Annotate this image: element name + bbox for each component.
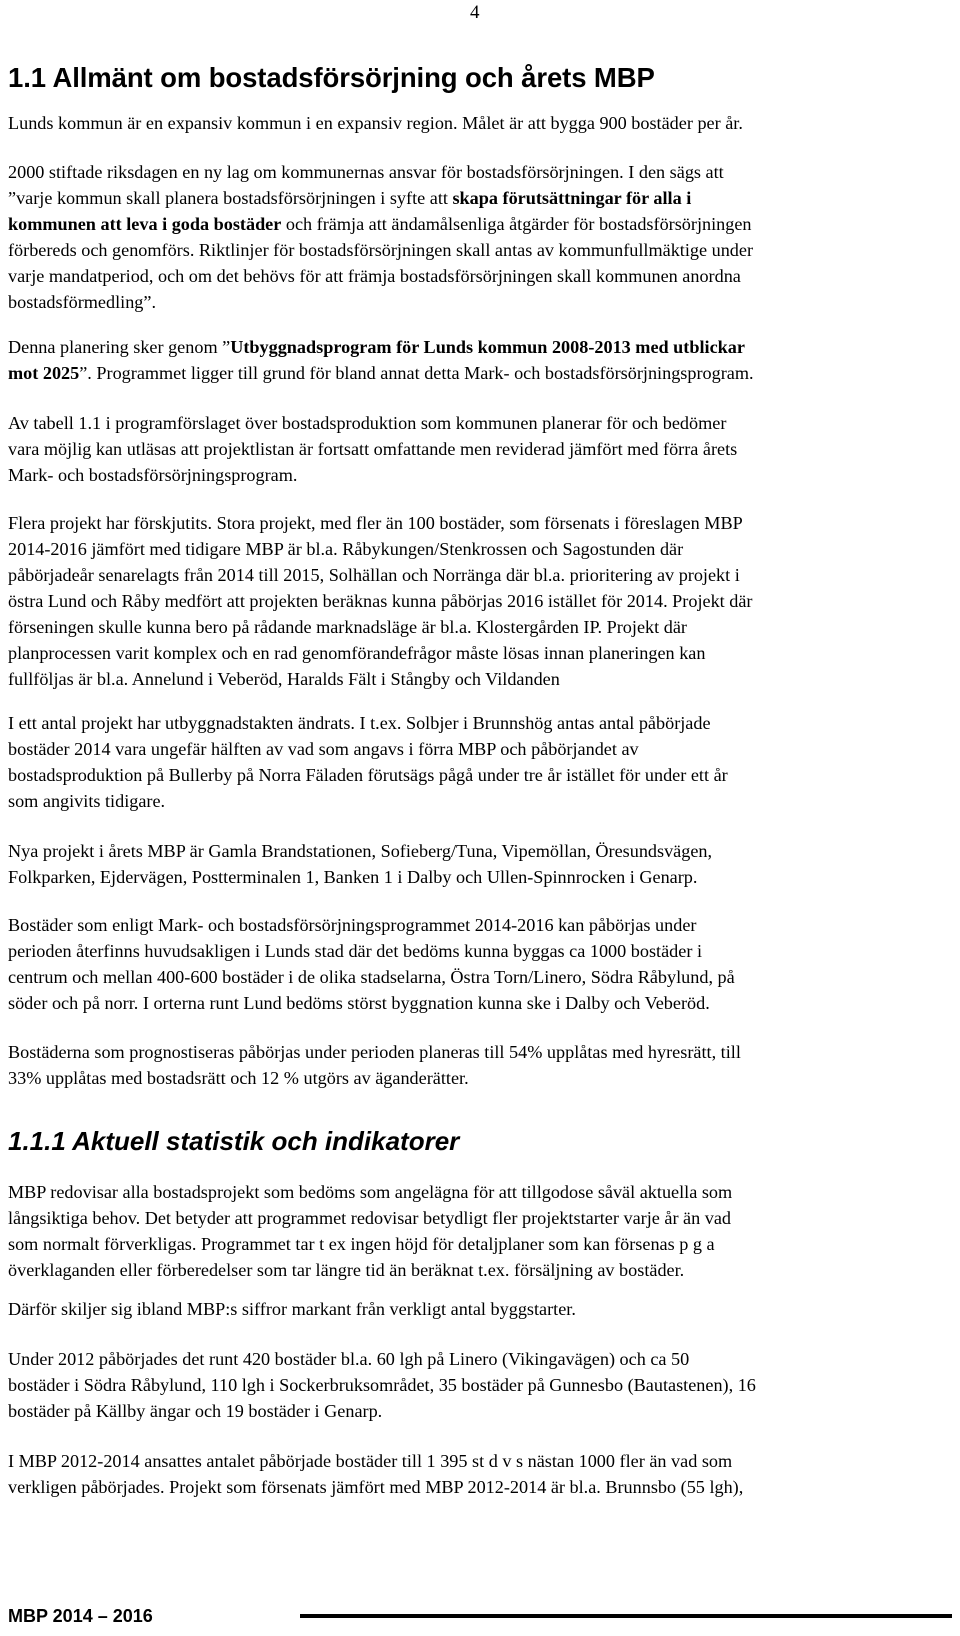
- paragraph-mbp-2012: [8, 1448, 952, 1500]
- emphasis-text: kommunen att leva i goda bostäder: [8, 214, 282, 234]
- text-line: centrum och mellan 400-600 bostäder i de olika stadselarna, Östra Torn/Linero, Södra Råbylund, på: [8, 967, 735, 987]
- emphasis-text: skapa förutsättningar för alla i: [452, 188, 692, 208]
- paragraph-new-projects: [8, 838, 952, 890]
- paragraph-planning: [8, 334, 952, 386]
- paragraph-law: [8, 159, 952, 315]
- text-line: 2000 stiftade riksdagen en ny lag om kommunernas ansvar för bostadsförsörjningen. I den sägs att: [8, 162, 724, 182]
- text-run: Denna planering sker genom ”: [8, 337, 231, 357]
- text-line: Nya projekt i årets MBP är Gamla Brandstationen, Sofieberg/Tuna, Vipemöllan, Öresundsvägen,: [8, 841, 713, 861]
- text-line: [8, 211, 952, 237]
- text-line: bostäder på Källby ängar och 19 bostäder i Genarp.: [8, 1401, 383, 1421]
- text-line: vara möjlig kan utläsas att projektlistan är fortsatt omfattande men reviderad jämfört med förra årets: [8, 439, 738, 459]
- text-line: söder och på norr. I orterna runt Lund bedöms störst byggnation kunna ske i Dalby och Veberöd.: [8, 993, 710, 1013]
- text-line: bostäder i Södra Råbylund, 110 lgh i Sockerbruksområdet, 35 bostäder på Gunnesbo (Bautastenen), 16: [8, 1375, 756, 1395]
- text-run: ”varje kommun skall planera bostadsförsörjningen i syfte att: [8, 188, 453, 208]
- text-line: bostadsproduktion på Bullerby på Norra Fäladen förutsägs pågå under tre år istället för under ett år: [8, 765, 728, 785]
- text-line: [8, 185, 952, 211]
- text-line: verkligen påbörjades. Projekt som försenats jämfört med MBP 2012-2014 är bl.a. Brunnsbo (55 lgh),: [8, 1477, 744, 1497]
- paragraph-mbp-overview: [8, 1179, 952, 1283]
- text-line: påbörjadeår senarelagts från 2014 till 2015, Solhällan och Norränga där bl.a. prioritering av projekt i: [8, 565, 740, 585]
- paragraph-table: [8, 410, 952, 488]
- text-line: östra Lund och Råby medfört att projekten beräknas kunna påbörjas 2016 istället för 2014. Projekt där: [8, 591, 753, 611]
- text-run: och främja att ändamålsenliga åtgärder för bostadsförsörjningen: [281, 214, 752, 234]
- paragraph-pace-changes: [8, 710, 952, 814]
- paragraph-tenure: [8, 1039, 952, 1091]
- paragraph-differences: [8, 1296, 952, 1322]
- text-line: förbereds och genomförs. Riktlinjer för bostadsförsörjningen skall antas av kommunfullmäktige under: [8, 240, 754, 260]
- text-line: Lunds kommun är en expansiv kommun i en expansiv region. Målet är att bygga 900 bostäder per år.: [8, 113, 743, 133]
- text-line: som normalt förverkligas. Programmet tar t ex ingen höjd för detaljplaner som kan försenas p g a: [8, 1234, 715, 1254]
- text-line: I MBP 2012-2014 ansattes antalet påbörjade bostäder till 1 395 st d v s nästan 1000 fler än vad som: [8, 1451, 733, 1471]
- text-line: Mark- och bostadsförsörjningsprogram.: [8, 465, 298, 485]
- text-line: som angivits tidigare.: [8, 791, 166, 811]
- text-line: MBP redovisar alla bostadsprojekt som bedöms som angelägna för att tillgodose såväl aktuella som: [8, 1182, 733, 1202]
- text-line: fullföljas är bl.a. Annelund i Veberöd, Haralds Fält i Stångby och Vildanden: [8, 669, 560, 689]
- text-line: perioden återfinns huvudsakligen i Lunds stad där det bedöms kunna byggas ca 1000 bostäder i: [8, 941, 702, 961]
- text-line: förseningen skulle kunna bero på rådande marknadsläge är bl.a. Klostergården IP. Projekt där: [8, 617, 687, 637]
- page-number: 4: [470, 2, 480, 23]
- text-line: Flera projekt har förskjutits. Stora projekt, med fler än 100 bostäder, som försenats i föreslagen MBP: [8, 513, 743, 533]
- text-line: Därför skiljer sig ibland MBP:s siffror markant från verkligt antal byggstarter.: [8, 1299, 576, 1319]
- text-line: [8, 360, 952, 386]
- paragraph-2012-starts: [8, 1346, 952, 1424]
- section-title: 1.1 Allmänt om bostadsförsörjning och årets MBP: [8, 62, 655, 93]
- text-line: Bostäder som enligt Mark- och bostadsförsörjningsprogrammet 2014-2016 kan påbörjas under: [8, 915, 697, 935]
- text-line: 2014-2016 jämfört med tidigare MBP är bl.a. Råbykungen/Stenkrossen och Sagostunden där: [8, 539, 684, 559]
- footer-rule: [300, 1614, 952, 1618]
- subsection-title: 1.1.1 Aktuell statistik och indikatorer: [8, 1126, 460, 1156]
- text-line: Av tabell 1.1 i programförslaget över bostadsproduktion som kommunen planerar för och bedömer: [8, 413, 727, 433]
- text-line: [8, 334, 952, 360]
- paragraph-housing-start: [8, 912, 952, 1016]
- text-line: varje mandatperiod, och om det behövs för att främja bostadsförsörjningen skall kommunen anordna: [8, 266, 741, 286]
- text-line: Folkparken, Ejdervägen, Postterminalen 1, Banken 1 i Dalby och Ullen-Spinnrocken i Genarp.: [8, 867, 698, 887]
- text-run: ”. Programmet ligger till grund för bland annat detta Mark- och bostadsförsörjningsprogram.: [79, 363, 754, 383]
- text-line: 33% upplåtas med bostadsrätt och 12 % utgörs av äganderätter.: [8, 1068, 469, 1088]
- text-line: långsiktiga behov. Det betyder att programmet redovisar betydligt fler projektstarter varje år än vad: [8, 1208, 732, 1228]
- text-line: Under 2012 påbörjades det runt 420 bostäder bl.a. 60 lgh på Linero (Vikingavägen) och ca 50: [8, 1349, 690, 1369]
- text-line: överklaganden eller förberedelser som tar längre tid än beräknat t.ex. försäljning av bostäder.: [8, 1260, 685, 1280]
- emphasis-text: Utbyggnadsprogram för Lunds kommun 2008-2013 med utblickar: [230, 337, 745, 357]
- paragraph-intro: [8, 110, 952, 136]
- footer-label: MBP 2014 – 2016: [8, 1606, 153, 1626]
- text-line: bostadsförmedling”.: [8, 292, 156, 312]
- text-line: bostäder 2014 vara ungefär hälften av vad som angavs i förra MBP och påbörjandet av: [8, 739, 639, 759]
- paragraph-delayed-projects: [8, 510, 952, 692]
- text-line: I ett antal projekt har utbyggnadstakten ändrats. I t.ex. Solbjer i Brunnshög antas antal påbörjade: [8, 713, 711, 733]
- text-line: Bostäderna som prognostiseras påbörjas under perioden planeras till 54% upplåtas med hyresrätt, till: [8, 1042, 741, 1062]
- text-line: planprocessen varit komplex och en rad genomförandefrågor måste lösas innan planeringen kan: [8, 643, 706, 663]
- emphasis-text: mot 2025: [8, 363, 80, 383]
